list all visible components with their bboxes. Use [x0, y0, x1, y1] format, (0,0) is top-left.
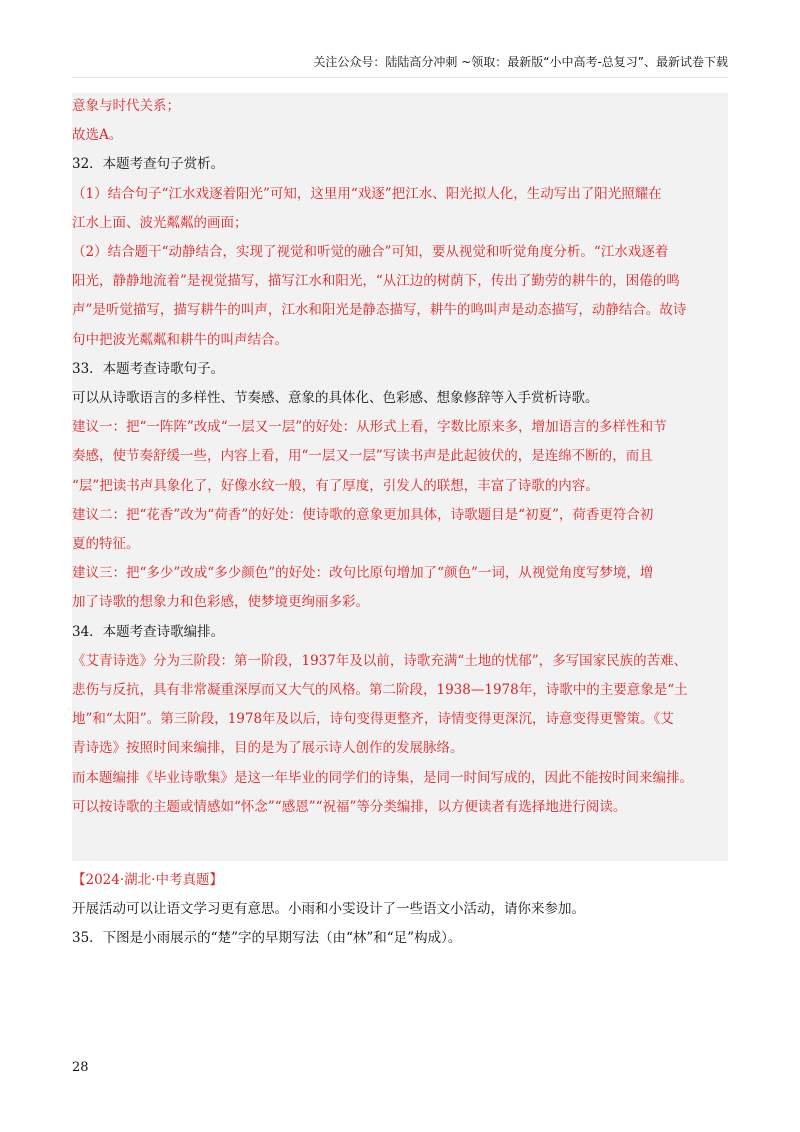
- text-line: 夏的特征。: [72, 536, 140, 553]
- text-line: 故选A。: [72, 127, 123, 144]
- text-line: 奏感，使节奏舒缓一些，内容上看，用“一层又一层”写读书声是此起彼伏的，是连绵不断的，而且: [72, 448, 653, 465]
- text-line: 声”是听觉描写，描写耕牛的叫声，江水和阳光是静态描写，耕牛的鸣叫声是动态描写，动静结合。故诗: [72, 302, 687, 319]
- text-line: 青诗选》按照时间来编排，目的是为了展示诗人创作的发展脉络。: [72, 740, 464, 757]
- text-line: 35．下图是小雨展示的“楚”字的早期写法（由“林”和“足”构成）。: [72, 930, 462, 947]
- text-line: 34．本题考查诗歌编排。: [72, 623, 225, 640]
- text-line: 加了诗歌的想象力和色彩感，使梦境更绚丽多彩。: [72, 594, 369, 611]
- answer-explanation-block: [72, 92, 728, 822]
- text-line: 可以按诗歌的主题或情感如“怀念”“感恩”“祝福”等分类编排，以方便读者有选择地进行阅读。: [72, 798, 627, 815]
- text-line: 句中把波光粼粼和耕牛的叫声结合。: [72, 331, 288, 348]
- text-line: 阳光，静静地流着”是视觉描写，描写江水和阳光，“从江边的树荫下，传出了勤劳的耕牛的，困倦的鸣: [72, 273, 680, 290]
- text-line: 意象与时代关系；: [72, 98, 180, 114]
- text-line: 可以从诗歌语言的多样性、节奏感、意象的具体化、色彩感、想象修辞等入手赏析诗歌。: [72, 390, 599, 407]
- text-line: 【2024·湖北·中考真题】: [72, 872, 223, 888]
- text-line: 江水上面、波光粼粼的画面；: [72, 214, 248, 231]
- page-number: 28: [72, 1060, 89, 1075]
- text-line: （1）结合句子“江水戏逐着阳光”可知，这里用“戏逐”把江水、阳光拟人化，生动写出了阳光照耀在: [72, 185, 662, 202]
- page-header: 关注公众号：陆陆高分冲刺 ~领取：最新版“小中高考-总复习”、最新试卷下载: [313, 55, 728, 69]
- text-line: 悲伤与反抗，具有非常凝重深厚而又大气的风格。第二阶段，1938—1978年，诗歌中的主要意象是“土: [72, 682, 688, 699]
- text-line: 33．本题考查诗歌句子。: [72, 360, 225, 377]
- text-line: 建议二：把“花香”改为“荷香”的好处：使诗歌的意象更加具体，诗歌题目是“初夏”，荷香更符合初: [72, 506, 654, 523]
- text-line: 32．本题考查句子赏析。: [72, 156, 225, 173]
- text-line: 开展活动可以让语文学习更有意思。小雨和小雯设计了一些语文小活动，请你来参加。: [72, 901, 585, 918]
- question-block: [72, 866, 728, 954]
- header-divider: [72, 77, 728, 78]
- text-line: （2）结合题干“动静结合，实现了视觉和听觉的融合”可知，要从视觉和听觉角度分析。“江水戏逐着: [72, 244, 669, 261]
- text-line: “层”把读书声具象化了，好像水纹一般，有了厚度，引发人的联想，丰富了诗歌的内容。: [72, 477, 599, 494]
- text-line: 而本题编排《毕业诗歌集》是这一年毕业的同学们的诗集，是同一时间写成的，因此不能按时间来编排。: [72, 769, 693, 786]
- text-line: 地”和“太阳”。第三阶段，1978年及以后，诗句变得更整齐，诗情变得更深沉，诗意变得更警策。《艾: [72, 711, 674, 728]
- text-line: 建议三：把“多少”改成“多少颜色”的好处：改句比原句增加了“颜色”一词，从视觉角度写梦境，增: [72, 565, 654, 582]
- text-line: 《艾青诗选》分为三阶段：第一阶段，1937年及以前，诗歌充满“土地的忧郁”，多写国家民族的苦难、: [72, 652, 688, 669]
- text-line: 建议一：把“一阵阵”改成“一层又一层”的好处：从形式上看，字数比原来多，增加语言的多样性和节: [72, 419, 667, 436]
